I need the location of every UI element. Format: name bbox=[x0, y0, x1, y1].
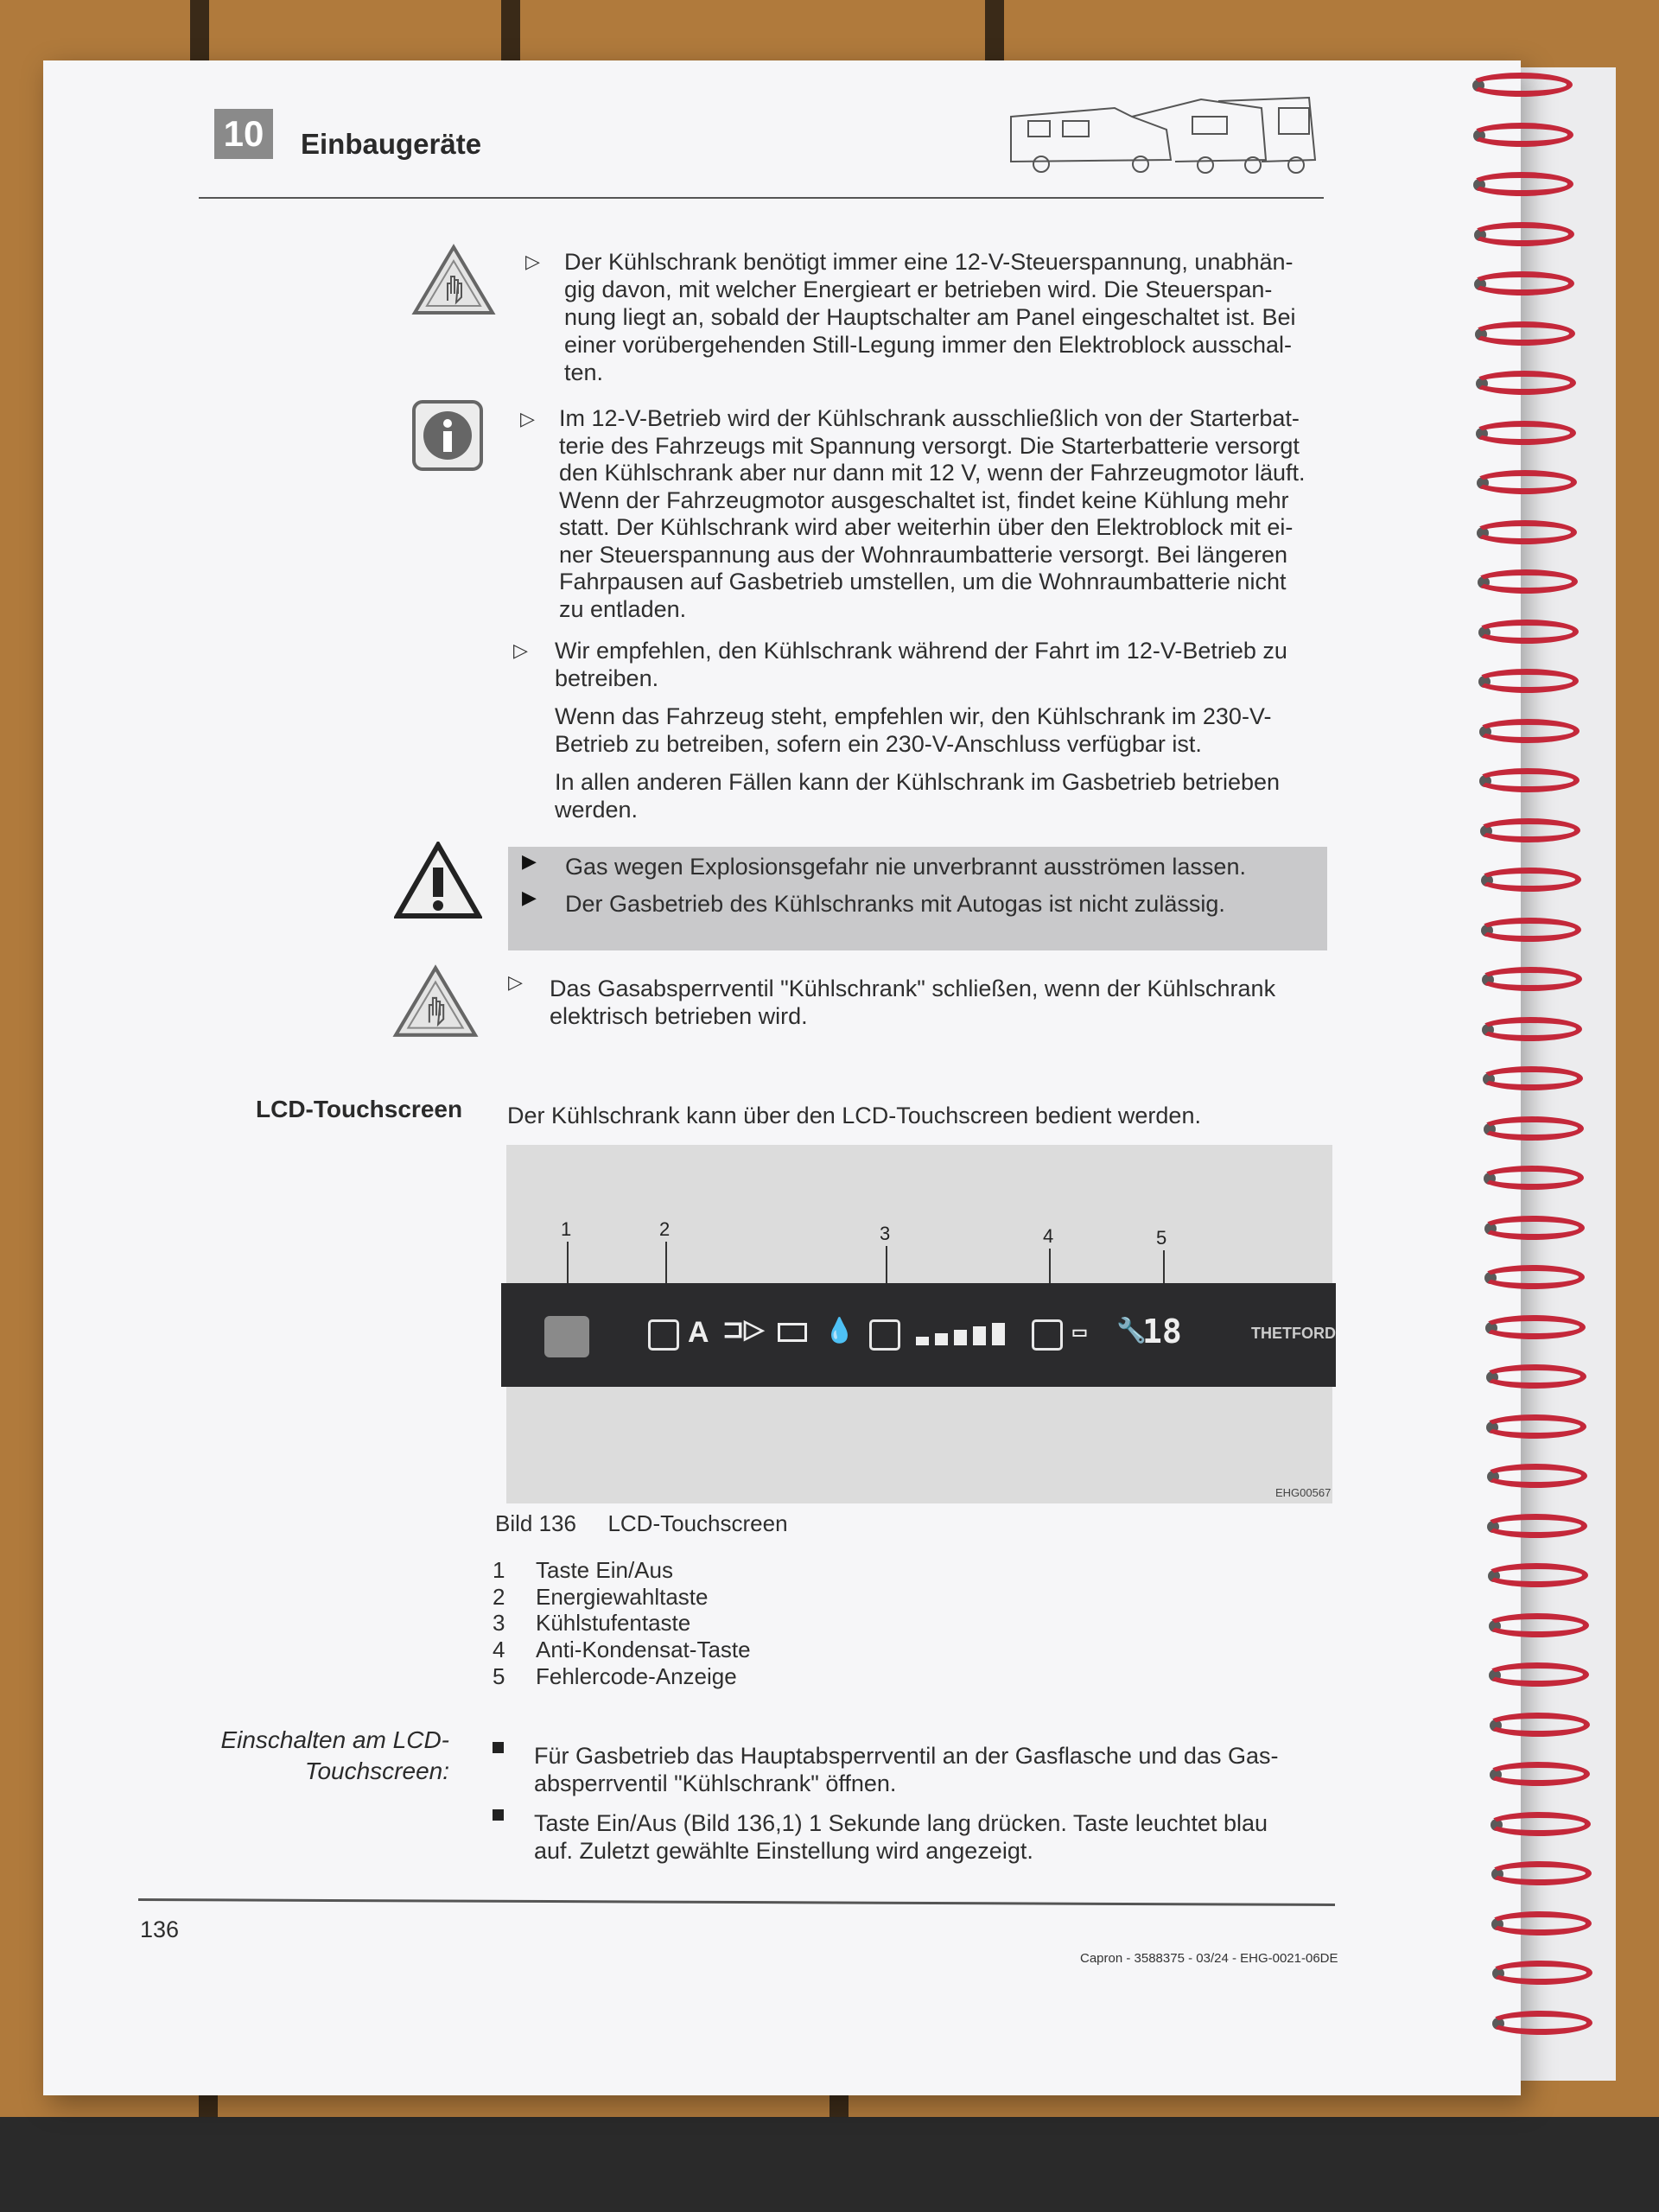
header-rule bbox=[199, 197, 1324, 199]
spiral-ring bbox=[1460, 69, 1590, 102]
spiral-ring bbox=[1461, 119, 1591, 152]
spiral-ring-wire bbox=[1483, 1414, 1586, 1439]
text-line: terie des Fahrzeugs mit Spannung versorgt. Die Starterbatterie versorgt bbox=[559, 432, 1300, 459]
text-line: einer vorübergehenden Still-Legung immer den Elektroblock ausschal- bbox=[564, 332, 1292, 358]
spiral-ring bbox=[1473, 1312, 1603, 1344]
text-line: Fahrpausen auf Gasbetrieb umstellen, um die Wohnraumbatterie nicht bbox=[559, 569, 1287, 594]
spiral-ring-wire bbox=[1478, 967, 1582, 991]
legend-item bbox=[493, 1663, 737, 1690]
spiral-ring-wire bbox=[1470, 172, 1573, 196]
text-line: absperrventil "Kühlschrank" öffnen. bbox=[534, 1770, 897, 1796]
spiral-ring bbox=[1478, 1808, 1608, 1841]
spiral-ring-wire bbox=[1485, 1613, 1589, 1637]
figure-caption bbox=[495, 1510, 788, 1537]
text-line: elektrisch betrieben wird. bbox=[550, 1003, 808, 1029]
spiral-ring bbox=[1470, 1014, 1599, 1046]
text-line: Taste Ein/Aus (Bild 136,1) 1 Sekunde lang drücken. Taste leuchtet blau bbox=[534, 1810, 1268, 1836]
anti-condensation-icon: ▭ bbox=[1071, 1323, 1088, 1342]
filled-arrow-bullet-icon: ▶ bbox=[522, 850, 537, 872]
auto-mode-label: A bbox=[688, 1316, 709, 1349]
legend-item bbox=[493, 1557, 673, 1584]
spiral-binding bbox=[1460, 69, 1616, 2056]
text-line: auf. Zuletzt gewählte Einstellung wird angezeigt. bbox=[534, 1838, 1033, 1864]
callout-number: 4 bbox=[1043, 1225, 1054, 1247]
spiral-ring bbox=[1469, 864, 1599, 897]
text-line: zu entladen. bbox=[559, 595, 687, 622]
energy-select-button[interactable] bbox=[648, 1319, 679, 1351]
spiral-ring-wire bbox=[1488, 1911, 1592, 1936]
table-edge bbox=[0, 2117, 1659, 2212]
vehicles-illustration-icon bbox=[1002, 91, 1322, 177]
arrow-bullet-icon: ▷ bbox=[525, 251, 540, 272]
cooling-level-bar bbox=[935, 1333, 948, 1345]
spiral-ring bbox=[1464, 367, 1593, 400]
legend-item bbox=[493, 1610, 690, 1637]
spiral-ring bbox=[1462, 268, 1592, 301]
cooling-level-bar bbox=[992, 1323, 1005, 1345]
spiral-ring-wire bbox=[1469, 73, 1573, 97]
text-line: Wenn das Fahrzeug steht, empfehlen wir, den Kühlschrank im 230-V- bbox=[555, 703, 1272, 729]
power-button[interactable] bbox=[544, 1316, 589, 1357]
gas-valve-note bbox=[550, 975, 1275, 1030]
square-bullet-icon bbox=[493, 1809, 504, 1821]
text-line: Der Kühlschrank benötigt immer eine 12-V-Steuerspannung, unabhän- bbox=[564, 249, 1294, 275]
spiral-ring bbox=[1472, 1212, 1602, 1245]
cooling-level-bar bbox=[916, 1337, 929, 1345]
spiral-ring bbox=[1479, 1858, 1609, 1891]
legend-number: 4 bbox=[493, 1637, 505, 1662]
flame-icon: 💧 bbox=[824, 1317, 855, 1344]
spiral-ring bbox=[1465, 566, 1595, 599]
wrench-icon: 🔧 bbox=[1116, 1317, 1147, 1344]
text-line: statt. Der Kühlschrank wird aber weiterhin über den Elektroblock mit ei- bbox=[559, 514, 1294, 540]
text-line: gig davon, mit welcher Energieart er betrieben wird. Die Steuerspan- bbox=[564, 276, 1273, 302]
spiral-ring bbox=[1461, 168, 1591, 201]
text-line: In allen anderen Fällen kann der Kühlschrank im Gasbetrieb betrieben bbox=[555, 769, 1281, 795]
page-number: 136 bbox=[140, 1916, 180, 1942]
spiral-ring-wire bbox=[1475, 620, 1579, 644]
callout-number: 5 bbox=[1156, 1227, 1167, 1249]
filled-arrow-bullet-icon: ▶ bbox=[522, 887, 537, 908]
cooling-level-button[interactable] bbox=[869, 1319, 900, 1351]
spiral-ring-wire bbox=[1472, 421, 1576, 445]
spiral-ring-wire bbox=[1477, 818, 1580, 842]
spiral-ring-wire bbox=[1480, 1116, 1584, 1141]
note-power-text bbox=[564, 248, 1342, 386]
spiral-ring-wire bbox=[1489, 1961, 1592, 1985]
image-code: EHG00567 bbox=[1275, 1486, 1332, 1499]
spiral-ring bbox=[1468, 815, 1598, 848]
chapter-title: Einbaugeräte bbox=[301, 128, 482, 160]
spiral-ring-wire bbox=[1472, 371, 1576, 395]
legend-number: 3 bbox=[493, 1610, 505, 1636]
spiral-ring-wire bbox=[1471, 222, 1574, 246]
note-12v-text bbox=[559, 405, 1341, 623]
spiral-ring-wire bbox=[1484, 1514, 1587, 1538]
warning-line: Der Gasbetrieb des Kühlschranks mit Autogas ist nicht zulässig. bbox=[565, 891, 1225, 917]
spiral-ring-wire bbox=[1480, 1166, 1584, 1190]
recommendation-text bbox=[555, 637, 1341, 823]
warning-line: Gas wegen Explosionsgefahr nie unverbrannt ausströmen lassen. bbox=[565, 854, 1246, 880]
text-line: Betrieb zu betreiben, sofern ein 230-V-Anschluss verfügbar ist. bbox=[555, 731, 1202, 757]
spiral-ring-wire bbox=[1486, 1762, 1590, 1786]
text-line: Wir empfehlen, den Kühlschrank während der Fahrt im 12-V-Betrieb zu bbox=[555, 638, 1287, 664]
danger-warning-icon bbox=[394, 842, 482, 919]
switch-on-step bbox=[534, 1742, 1278, 1797]
spiral-ring-wire bbox=[1473, 470, 1577, 494]
spiral-ring bbox=[1477, 1610, 1606, 1643]
spiral-ring bbox=[1480, 2007, 1610, 2040]
legend-number: 2 bbox=[493, 1584, 505, 1610]
spiral-ring-wire bbox=[1478, 868, 1581, 892]
switch-on-label bbox=[173, 1725, 449, 1787]
hand-warning-icon bbox=[392, 964, 479, 1039]
spiral-ring bbox=[1479, 1908, 1609, 1941]
legend-number: 1 bbox=[493, 1557, 505, 1583]
spiral-ring bbox=[1466, 665, 1596, 698]
legend-text: Taste Ein/Aus bbox=[536, 1557, 673, 1583]
spiral-ring bbox=[1471, 1113, 1601, 1146]
spiral-ring bbox=[1463, 318, 1592, 351]
hand-warning-icon bbox=[411, 244, 496, 316]
callout-number: 1 bbox=[561, 1218, 572, 1240]
spiral-ring-wire bbox=[1473, 520, 1577, 544]
spiral-ring bbox=[1477, 1659, 1606, 1692]
spiral-ring-wire bbox=[1485, 1662, 1589, 1687]
spiral-ring bbox=[1478, 1709, 1607, 1742]
lcd-intro: Der Kühlschrank kann über den LCD-Touchscreen bedient werden. bbox=[507, 1103, 1201, 1128]
legend-text: Anti-Kondensat-Taste bbox=[536, 1637, 751, 1662]
spiral-ring-wire bbox=[1489, 2011, 1592, 2035]
spiral-ring bbox=[1466, 616, 1596, 649]
legend-item bbox=[493, 1637, 751, 1663]
spiral-ring-wire bbox=[1481, 1265, 1585, 1289]
cooling-level-indicator bbox=[916, 1323, 1020, 1345]
text-line: Für Gasbetrieb das Hauptabsperrventil an der Gasflasche und das Gas- bbox=[534, 1743, 1279, 1769]
spiral-ring bbox=[1467, 765, 1597, 798]
legend-text: Kühlstufentaste bbox=[536, 1610, 691, 1636]
spiral-ring-wire bbox=[1471, 271, 1574, 296]
spiral-ring bbox=[1469, 914, 1599, 947]
doc-reference: Capron - 3588375 - 03/24 - EHG-0021-06DE bbox=[1080, 1951, 1338, 1966]
spiral-ring bbox=[1462, 219, 1592, 251]
plug-icon: ⊐▷ bbox=[722, 1315, 765, 1344]
spiral-ring bbox=[1480, 1957, 1610, 1990]
caption-text: LCD-Touchscreen bbox=[607, 1510, 788, 1536]
spiral-ring bbox=[1465, 467, 1594, 499]
callout-number: 3 bbox=[880, 1223, 891, 1244]
spiral-ring-wire bbox=[1470, 123, 1573, 147]
legend-item bbox=[493, 1584, 708, 1611]
spiral-ring-wire bbox=[1476, 719, 1580, 743]
spiral-ring bbox=[1474, 1361, 1604, 1394]
spiral-ring bbox=[1475, 1510, 1605, 1543]
spiral-ring-wire bbox=[1482, 1315, 1586, 1339]
spiral-ring bbox=[1467, 715, 1597, 748]
spiral-ring bbox=[1475, 1460, 1605, 1493]
spiral-ring-wire bbox=[1474, 569, 1578, 594]
legend-text: Energiewahltaste bbox=[536, 1584, 709, 1610]
lcd-section-label: LCD-Touchscreen bbox=[256, 1096, 463, 1122]
text-line: Wenn der Fahrzeugmotor ausgeschaltet ist, findet keine Kühlung mehr bbox=[559, 486, 1289, 513]
lcd-figure bbox=[506, 1145, 1336, 1503]
text-line: nung liegt an, sobald der Hauptschalter am Panel eingeschaltet ist. Bei bbox=[564, 304, 1296, 330]
text-line: ner Steuerspannung aus der Wohnraumbatterie versorgt. Bei längeren bbox=[559, 541, 1288, 568]
chapter-number: 10 bbox=[214, 109, 273, 159]
cooling-level-bar bbox=[973, 1326, 986, 1345]
spiral-ring-wire bbox=[1476, 768, 1580, 792]
battery-icon bbox=[778, 1323, 807, 1342]
spiral-ring bbox=[1476, 1560, 1605, 1592]
spiral-ring-wire bbox=[1487, 1812, 1591, 1836]
spiral-ring-wire bbox=[1475, 669, 1579, 693]
spiral-ring-wire bbox=[1483, 1364, 1586, 1389]
error-code-display: 18 bbox=[1142, 1313, 1182, 1351]
square-bullet-icon bbox=[493, 1742, 504, 1753]
spiral-ring-wire bbox=[1481, 1216, 1585, 1240]
spiral-ring-wire bbox=[1471, 321, 1575, 346]
spiral-ring bbox=[1471, 1162, 1601, 1195]
info-icon bbox=[411, 399, 484, 472]
spiral-ring-wire bbox=[1478, 918, 1581, 942]
spiral-ring-wire bbox=[1486, 1713, 1590, 1737]
text-line: Das Gasabsperrventil "Kühlschrank" schließen, wenn der Kühlschrank bbox=[550, 976, 1276, 1001]
spiral-ring bbox=[1464, 417, 1593, 450]
text-line: Einschalten am LCD- bbox=[220, 1726, 449, 1753]
caption-number: Bild 136 bbox=[495, 1510, 576, 1536]
spiral-ring-wire bbox=[1484, 1464, 1587, 1488]
arrow-bullet-icon: ▷ bbox=[508, 971, 523, 993]
arrow-bullet-icon: ▷ bbox=[520, 408, 535, 429]
legend-number: 5 bbox=[493, 1663, 505, 1689]
spiral-ring bbox=[1478, 1758, 1607, 1791]
text-line: den Kühlschrank aber nur dann mit 12 V, wenn der Fahrzeugmotor läuft. bbox=[559, 460, 1306, 486]
text-line: werden. bbox=[555, 797, 639, 823]
spiral-ring-wire bbox=[1479, 1066, 1583, 1090]
brand-logo: THETFORD bbox=[1251, 1325, 1336, 1342]
callout-number: 2 bbox=[659, 1218, 671, 1240]
spiral-ring bbox=[1474, 1411, 1604, 1444]
switch-on-step bbox=[534, 1809, 1268, 1865]
spiral-ring bbox=[1465, 517, 1594, 550]
spiral-ring-wire bbox=[1484, 1563, 1588, 1587]
text-line: ten. bbox=[564, 359, 604, 385]
spiral-ring bbox=[1470, 963, 1599, 996]
text-line: Im 12-V-Betrieb wird der Kühlschrank ausschließlich von der Starterbat- bbox=[559, 405, 1300, 431]
legend-text: Fehlercode-Anzeige bbox=[536, 1663, 737, 1689]
spiral-ring bbox=[1472, 1262, 1602, 1294]
arrow-bullet-icon: ▷ bbox=[513, 639, 528, 661]
lcd-panel bbox=[501, 1283, 1336, 1387]
spiral-ring-wire bbox=[1478, 1017, 1582, 1041]
cooling-level-bar bbox=[954, 1330, 967, 1345]
text-line: Touchscreen: bbox=[304, 1758, 449, 1784]
spiral-ring-wire bbox=[1488, 1861, 1592, 1885]
spiral-ring bbox=[1471, 1063, 1600, 1096]
text-line: betreiben. bbox=[555, 665, 659, 691]
anti-condensation-button[interactable] bbox=[1032, 1319, 1063, 1351]
